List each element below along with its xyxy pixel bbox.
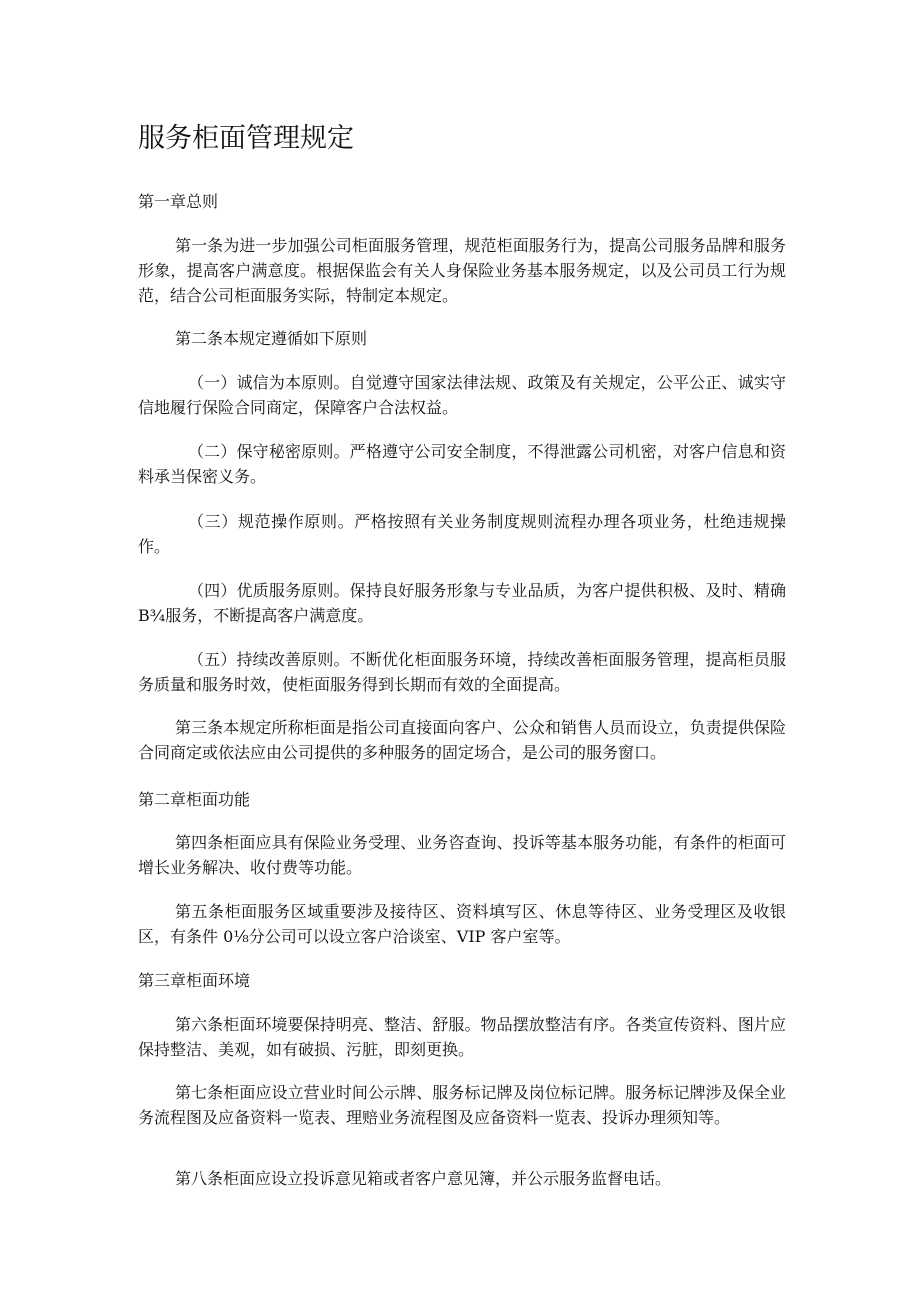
article-5: 第五条柜面服务区域重要涉及接待区、资料填写区、休息等待区、业务受理区及收银区，有条件 0⅛分公司可以设立客户洽谈室、VIP 客户室等。 bbox=[138, 902, 786, 946]
article-7: 第七条柜面应设立营业时间公示牌、服务标记牌及岗位标记牌。服务标记牌涉及保全业务流程图及应备资料一览表、理赔业务流程图及应备资料一览表、投诉办理须知等。 bbox=[138, 1083, 786, 1127]
principle-4: （四）优质服务原则。保持良好服务形象与专业品质，为客户提供积极、及时、精确 B¾服务，不断提高客户满意度。 bbox=[138, 581, 786, 625]
article-1: 第一条为进一步加强公司柜面服务管理，规范柜面服务行为，提高公司服务品牌和服务形象，提高客户满意度。根据保监会有关人身保险业务基本服务规定，以及公司员工行为规范，结合公司柜面服务实际，特制定本规定。 bbox=[138, 236, 786, 305]
chapter-3-heading: 第三章柜面环境 bbox=[138, 971, 251, 990]
article-6: 第六条柜面环境要保持明亮、整洁、舒服。物品摆放整洁有序。各类宣传资料、图片应保持整洁、美观，如有破损、污脏，即刻更换。 bbox=[138, 1015, 786, 1059]
article-8: 第八条柜面应设立投诉意见箱或者客户意见簿，并公示服务监督电话。 bbox=[175, 1169, 672, 1188]
document-title: 服务柜面管理规定 bbox=[138, 123, 354, 154]
principle-1: （一）诚信为本原则。自觉遵守国家法律法规、政策及有关规定，公平公正、诚实守信地履行保险合同商定，保障客户合法权益。 bbox=[138, 373, 786, 417]
article-2: 第二条本规定遵循如下原则 bbox=[175, 329, 368, 348]
principle-5: （五）持续改善原则。不断优化柜面服务环境，持续改善柜面服务管理，提高柜员服务质量和服务时效，使柜面服务得到长期而有效的全面提高。 bbox=[138, 650, 786, 694]
principle-2: （二）保守秘密原则。严格遵守公司安全制度，不得泄露公司机密，对客户信息和资料承当保密义务。 bbox=[138, 442, 786, 486]
chapter-2-heading: 第二章柜面功能 bbox=[138, 790, 251, 809]
principle-3: （三）规范操作原则。严格按照有关业务制度规则流程办理各项业务，杜绝违规操作。 bbox=[138, 512, 786, 556]
article-3: 第三条本规定所称柜面是指公司直接面向客户、公众和销售人员而设立，负责提供保险合同商定或依法应由公司提供的多种服务的固定场合，是公司的服务窗口。 bbox=[138, 718, 786, 762]
article-4: 第四条柜面应具有保险业务受理、业务咨查询、投诉等基本服务功能，有条件的柜面可增长业务解决、收付费等功能。 bbox=[138, 833, 786, 877]
chapter-1-heading: 第一章总则 bbox=[138, 192, 219, 211]
